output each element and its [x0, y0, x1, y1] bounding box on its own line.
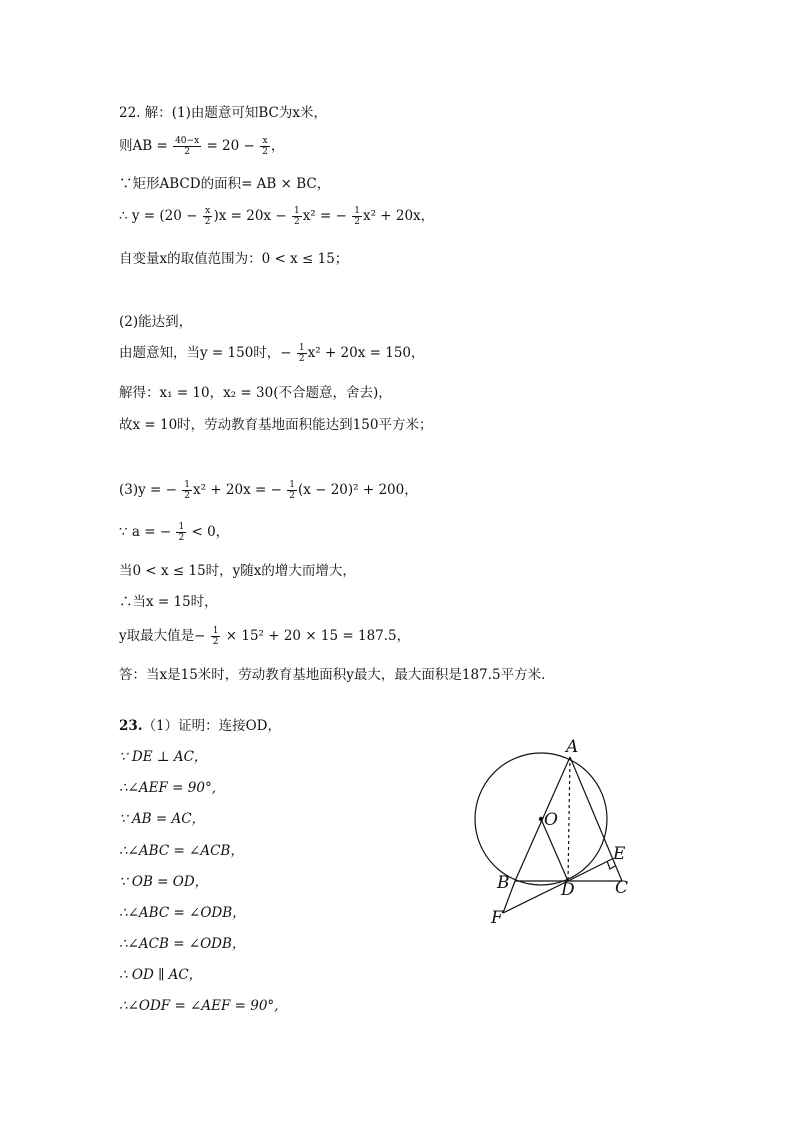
segment-de: [568, 859, 612, 881]
fraction-denominator: 2: [289, 491, 295, 501]
fraction-denominator: 2: [184, 491, 190, 501]
fraction-denominator: 2: [204, 217, 211, 227]
fraction-numerator: 40−x: [175, 136, 200, 146]
label-d: D: [561, 880, 575, 900]
q22-line-12: 当0 < x ≤ 15时，y随x的增大而增大，: [119, 563, 356, 579]
q23-line-10: ∴∠ODF = ∠AEF = 90°,: [119, 998, 279, 1014]
fraction-denominator: 2: [262, 147, 268, 157]
fraction-numerator: 1: [184, 480, 190, 490]
q23-line-4: ∵ AB = AC，: [119, 811, 206, 827]
label-a: A: [566, 737, 579, 757]
fraction-denominator: 2: [212, 637, 219, 647]
q22-line-10: [119, 480, 418, 501]
q22-line-10-pre: (3)y = −: [119, 482, 182, 498]
q22-line-10-b: (x − 20)² + 200，: [297, 482, 418, 498]
q22-line-8: 解得：x₁ = 10，x₂ = 30(不合题意，舍去)，: [119, 385, 392, 401]
fraction-denominator: 2: [298, 354, 305, 364]
fraction: [287, 480, 297, 501]
q22-line-14-post: × 15² + 20 × 15 = 187.5，: [221, 628, 411, 644]
fraction-numerator: x: [203, 206, 213, 217]
q22-line-7-post: x² + 20x = 150，: [307, 345, 425, 361]
q22-line-4-c: x² + 20x，: [362, 208, 435, 224]
q22-line-6: (2)能达到，: [119, 314, 193, 330]
q22-line-5: 自变量x的取值范围为：0 < x ≤ 15；: [119, 251, 349, 267]
label-e: E: [613, 844, 626, 864]
fraction: [176, 522, 186, 543]
q23-line-9: ∴ OD ∥ AC，: [119, 967, 203, 983]
fraction-numerator: 1: [178, 522, 185, 532]
q23-line-8: ∴∠ACB = ∠ODB，: [119, 936, 246, 952]
label-o: O: [544, 810, 558, 830]
label-b: B: [497, 873, 510, 893]
fraction: [203, 206, 213, 227]
fraction: [260, 136, 270, 157]
label-c: C: [615, 878, 629, 898]
q22-line-10-a: x² + 20x = −: [192, 482, 287, 498]
q22-line-3: ∵矩形ABCD的面积= AB × BC，: [119, 176, 331, 192]
fraction: [352, 206, 362, 227]
fraction: [182, 480, 192, 501]
q22-line-9: 故x = 10时，劳动教育基地面积能达到150平方米；: [119, 417, 433, 433]
fraction-numerator: 1: [212, 626, 219, 636]
fraction-numerator: 1: [289, 480, 295, 490]
geometry-figure: [470, 733, 640, 933]
q22-line-11-post: < 0，: [187, 524, 230, 540]
q22-line-11: [119, 522, 229, 543]
fraction-numerator: 1: [354, 206, 360, 216]
q22-line-4-a: )x = 20x −: [213, 208, 291, 224]
q22-line-7-pre: 由题意知，当y = 150时，−: [119, 345, 296, 361]
q22-line-4: [119, 206, 434, 227]
q22-line-13: ∴当x = 15时，: [119, 594, 218, 610]
q22-line-2-mid: = 20 −: [202, 138, 260, 154]
fraction: [297, 343, 307, 364]
q23-line-3: ∴∠AEF = 90°,: [119, 780, 216, 796]
q22-line-4-pre: ∴ y = (20 −: [119, 208, 202, 224]
geometry-diagram: [470, 733, 640, 933]
q23-line-2: ∵ DE ⊥ AC，: [119, 749, 208, 765]
fraction-numerator: 1: [293, 206, 300, 216]
q23-line-1: [119, 717, 281, 735]
fraction: [211, 626, 221, 647]
q22-line-7: [119, 343, 425, 364]
label-f: F: [491, 908, 503, 928]
fraction-numerator: 1: [298, 343, 305, 353]
fraction: [173, 136, 201, 157]
segment-ad-dashed: [568, 757, 570, 881]
q23-line-6: ∵ OB = OD，: [119, 874, 209, 890]
point-o: [539, 817, 543, 821]
q22-line-14-pre: y取最大值是−: [119, 628, 210, 644]
q22-line-14: [119, 626, 410, 647]
q22-line-4-b: x² = −: [302, 208, 352, 224]
q23-number: 23.: [119, 718, 143, 734]
fraction-denominator: 2: [178, 533, 185, 543]
fraction-denominator: 2: [293, 217, 300, 227]
q22-line-2-pre: 则AB =: [119, 138, 173, 154]
fraction-numerator: x: [260, 136, 270, 147]
fraction-denominator: 2: [184, 147, 190, 157]
q23-line-5: ∴∠ABC = ∠ACB，: [119, 843, 244, 859]
q22-line-2: [119, 136, 284, 157]
q22-line-11-pre: ∵ a = −: [119, 524, 176, 540]
q23-line-7: ∴∠ABC = ∠ODB，: [119, 905, 246, 921]
fraction-denominator: 2: [354, 217, 360, 227]
q22-line-1: 22. 解：(1)由题意可知BC为x米，: [119, 105, 327, 121]
q22-line-2-post: ，: [270, 138, 285, 154]
q22-line-15: 答：当x是15米时，劳动教育基地面积y最大，最大面积是187.5平方米.: [119, 667, 546, 683]
q23-line-1-text: （1）证明：连接OD，: [142, 718, 281, 734]
fraction: [292, 206, 302, 227]
